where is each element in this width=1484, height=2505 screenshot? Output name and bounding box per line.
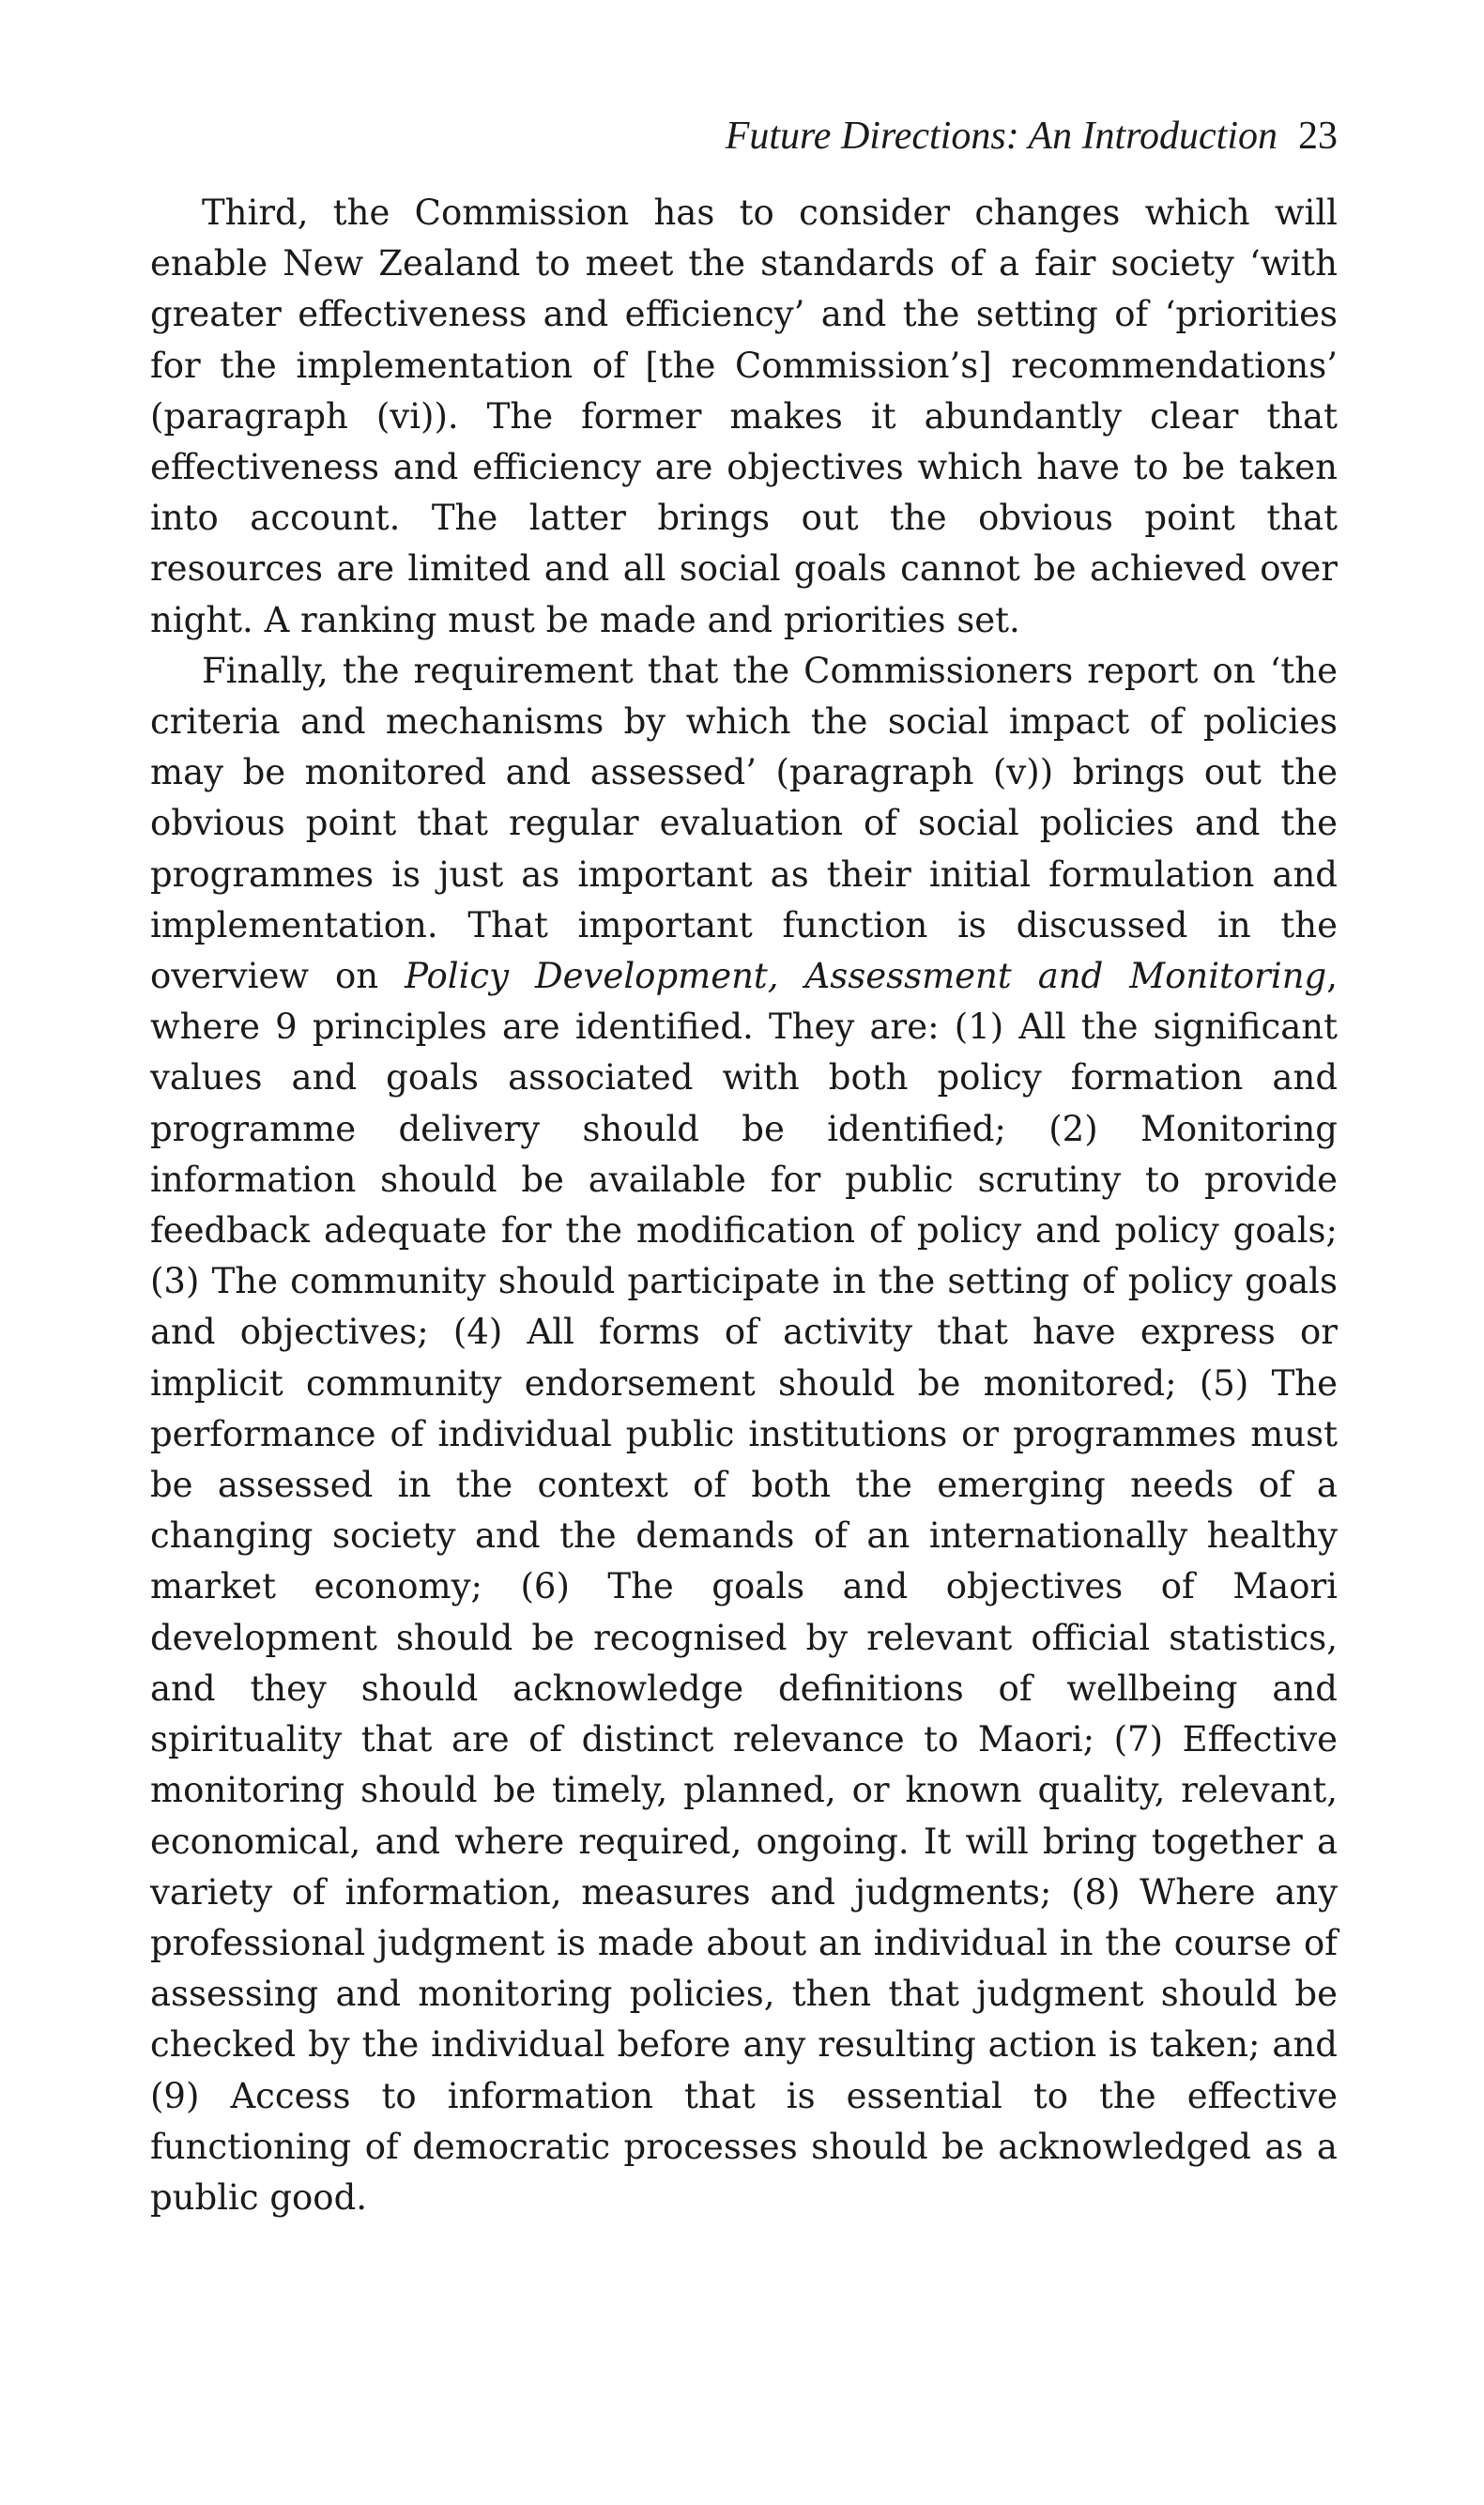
running-head-title: Future Directions: An Introduction: [725, 115, 1277, 158]
overview-title: Policy Development, Assessment and Monitoring: [405, 956, 1327, 997]
body-text: [150, 188, 1338, 2223]
page-number: 23: [1298, 115, 1338, 158]
paragraph-finally: [150, 646, 1338, 2223]
paragraph-finally-part-2: , where 9 principles are identified. They are: (1) All the significant values and goals associated with both policy formation and programme delivery should be identified; (2) Monitoring information should be available for public scrutiny to provide feedback adequate for the modification of policy and policy goals; (3) The community should participate in the setting of policy goals and objectives; (4) All forms of activity that have express or implicit community endorsement should be monitored; (5) The performance of individual public institutions or programmes must be assessed in the context of both the emerging needs of a changing society and the demands of an internationally healthy market economy; (6) The goals and objectives of Maori development should be recognised by relevant official statistics, and they should acknowledge definitions of wellbeing and spirituality that are of distinct relevance to Maori; (7) Effective monitoring should be timely, planned, or known quality, relevant, economical, and where required, ongoing. It will bring together a variety of information, measures and judgments; (8) Where any professional judgment is made about an individual in the course of assessing and monitoring policies, then that judgment should be checked by the individual before any resulting action is taken; and (9) Access to information that is essential to the effective functioning of democratic processes should be acknowledged as a public good.: [150, 956, 1338, 2218]
running-head: [150, 108, 1338, 164]
paragraph-third: Third, the Commission has to consider changes which will enable New Zealand to meet the standards of a fair society ‘with greater effectiveness and efficiency’ and the setting of ‘priorities for the implementation of [the Commission’s] recommendations’ (paragraph (vi)). The former makes it abundantly clear that effectiveness and efficiency are objectives which have to be taken into account. The latter brings out the obvious point that resources are limited and all social goals cannot be achieved over night. A ranking must be made and priorities set.: [150, 192, 1338, 640]
paragraph-finally-part-1: Finally, the requirement that the Commissioners report on ‘the criteria and mechanisms by which the social impact of policies may be monitored and assessed’ (paragraph (v)) brings out the obvious point that regular evaluation of social policies and the programmes is just as important as their initial formulation and implementation. That important function is discussed in the overview on: [150, 650, 1338, 997]
